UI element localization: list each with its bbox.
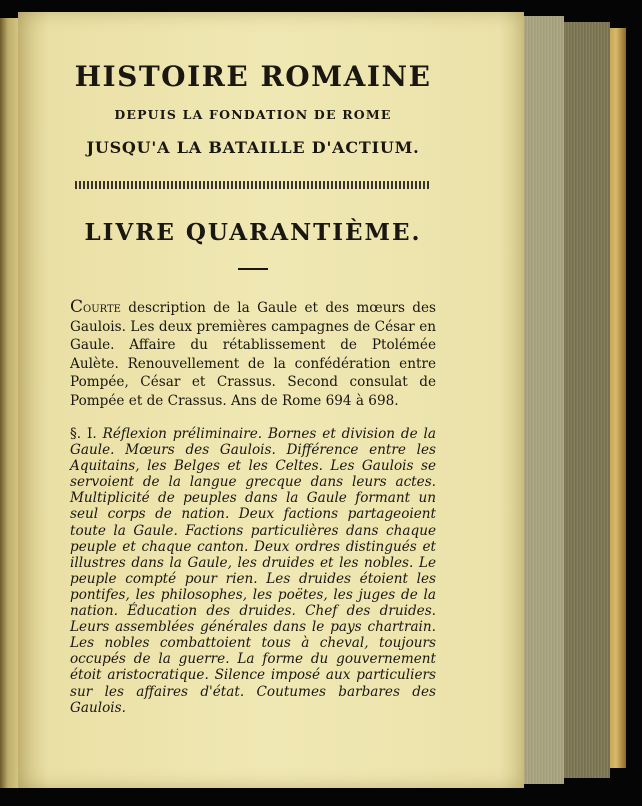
- chapter-summary: [70, 298, 436, 410]
- section-summary: [70, 426, 436, 716]
- previous-page-edge: [0, 18, 20, 788]
- summary-smallcaps: ourte: [83, 300, 121, 316]
- page-content: [70, 60, 436, 729]
- book-heading: LIVRE QUARANTIÈME.: [84, 219, 422, 246]
- summary-dropcap: C: [70, 297, 84, 317]
- page-subtitle-2: JUSQU'A LA BATAILLE D'ACTIUM.: [86, 138, 420, 157]
- divider: [238, 268, 268, 270]
- page-fore-edge: [522, 16, 564, 784]
- page-title: HISTOIRE ROMAINE: [74, 60, 432, 93]
- section-text: Réflexion préliminaire. Bornes et division de la Gaule. Mœurs des Gaulois. Différence entre les Aquitains, les Belges et les Celtes. Les Gaulois se servoient de la langue grecque dans leurs actes. Multiplicité de peuples dans la Gaule formant un seul corps de nation. Deux factions partageoient toute la Gaule. Factions particulières dans chaque peuple et chaque canton. Deux ordres distingués et illustres dans la Gaule, les druides et les nobles. Le peuple compté pour rien. Les druides étoient les pontifes, les philosophes, les poëtes, les juges de la nation. Éducation des druides. Chef des druides. Leurs assemblées générales dans le pays chartrain. Les nobles combattoient tous à cheval, toujours occupés de la guerre. La forme du gouvernement étoit aristocratique. Silence imposé aux particuliers sur les affaires d'état. Coutumes barbares des Gaulois.: [70, 426, 436, 716]
- page-block-edge: [560, 22, 610, 778]
- page-subtitle-1: DEPUIS LA FONDATION DE ROME: [114, 107, 392, 122]
- ornamental-rule: [75, 181, 431, 189]
- section-mark: §. I.: [70, 426, 97, 442]
- summary-text: description de la Gaule et des mœurs des Gaulois. Les deux premières campagnes de César en Gaule. Affaire du rétablissement de Ptolémée Aulète. Renouvellement de la confédération entre Pompée, César et Crassus. Second consulat de Pompée et de Crassus. Ans de Rome 694 à 698.: [70, 300, 436, 409]
